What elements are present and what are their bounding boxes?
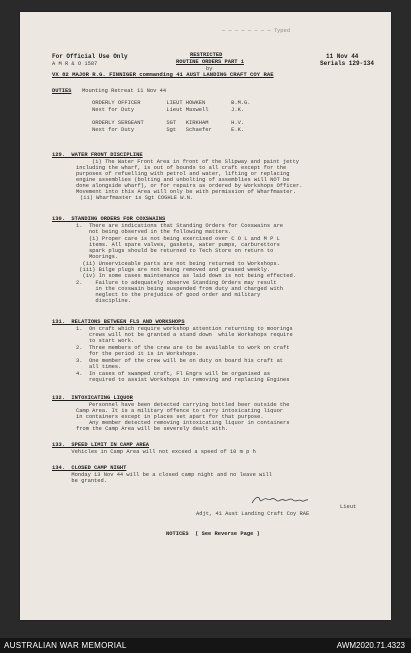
section-130-line: spark plugs should be returned to Tech Store on return to <box>76 248 274 254</box>
section-131-line: required to assist Workshops in removing and replacing Engines <box>76 377 290 383</box>
section-131-line: to start work. <box>76 338 135 344</box>
duty-row: Next for Duty Sgt Schaefer E.K. <box>92 127 245 133</box>
section-133-line: Vehicles in Camp Area will not exceed a speed of 10 m p h <box>52 449 256 455</box>
section-131-heading: 131. RELATIONS BETWEEN FLS AND WORKSHOPS <box>52 319 185 325</box>
section-129-heading: 129. WATER FRONT DISCIPLINE <box>52 152 143 158</box>
signatory-line: Adjt, 41 Aust Landing Craft Coy RAE <box>196 511 310 517</box>
section-132-heading: 132. INTOXICATING LIQUOR <box>52 395 133 401</box>
amr-reference: A M R & O 1587 <box>52 61 98 67</box>
section-131-line: crews will not be granted a stand down while Workshops require <box>76 332 293 338</box>
section-131-line: all times. <box>76 364 122 370</box>
duties-mounting: Mounting Retreat 11 Nov 44 <box>82 88 167 94</box>
section-132-line: in containers except in places set apart for that purpose. <box>76 414 264 420</box>
document-title: ROUTINE ORDERS PART 1 <box>176 59 244 65</box>
top-stamp: — — — — — — — — Typed <box>222 28 290 34</box>
section-134-line: be granted. <box>52 478 107 484</box>
section-130-line: items. All spare valves, gaskets, water pumps, carburettors <box>76 242 280 248</box>
section-131-line: 3. One member of the crew will be on duty on board his craft at <box>76 358 284 364</box>
section-130-line: in the coxswain being suspended from duty and charged with <box>76 286 284 292</box>
section-132-line: Personnel have been detected carrying bottled beer outside the <box>76 402 290 408</box>
duty-row: Next for Duty Lieut Maxwell J.K. <box>92 107 245 113</box>
document-page <box>20 12 391 620</box>
duty-row: ORDERLY OFFICER LIEUT HOWKEN B.M.G. <box>92 100 251 106</box>
section-130-line: not being observed in the following matters. <box>76 229 232 235</box>
section-132-line: Camp Area. It is a military offence to carry intoxicating liquor <box>76 408 284 414</box>
section-129-line: (ii) Wharfmaster is Sgt COGHLE W.N. <box>80 195 194 201</box>
document-date: 11 Nov 44 <box>326 53 359 60</box>
official-use-label: For Official Use Only <box>52 53 128 60</box>
section-131-line: 1. On craft which require workshop attention returning to moorings <box>76 326 293 332</box>
handwritten-signature <box>250 494 310 506</box>
section-130-line: 1. There are indications that Standing Orders for Coxswains are <box>76 223 284 229</box>
footer-accession-number: AWM2020.71.4323 <box>336 641 405 650</box>
duty-row: ORDERLY SERGEANT SGT KIRKHAM H.V. <box>92 120 245 126</box>
footer-bar <box>0 638 411 653</box>
signatory-rank: Lieut <box>340 504 357 510</box>
section-129-line: Movement into this Area will only be with permission of Wharfmaster. <box>76 189 296 195</box>
section-130-line: (i) Proper care is not being exercised over C O L and M P L <box>76 236 280 242</box>
footer-institution: AUSTRALIAN WAR MEMORIAL <box>4 641 127 650</box>
section-129-line: engine assemblies (bolting and unbolting of assemblies will NOT be <box>76 177 290 183</box>
section-130-heading: 130. STANDING ORDERS FOR COXSWAINS <box>52 216 166 222</box>
section-129-line: including the wharf, is out of bounds to all craft except for the <box>76 165 287 171</box>
section-134-heading: 134. CLOSED CAMP NIGHT <box>52 465 127 471</box>
section-131-line: 4. In cases of swamped craft, Fl Engrs will be organised as <box>76 371 271 377</box>
section-130-line: (iii) Bilge plugs are not being removed and greased weekly. <box>76 267 271 273</box>
by-label: by <box>206 66 213 72</box>
section-133-heading: 133. SPEED LIMIT IN CAMP AREA <box>52 442 150 448</box>
restricted-label: RESTRICTED <box>190 52 223 58</box>
section-132-line: Any member detected removing intoxicating liquor in containers <box>76 420 290 426</box>
section-134-line: Monday 13 Nov 44 will be a closed camp night and no leave will <box>52 472 272 478</box>
duties-heading: DUTIES <box>52 88 72 94</box>
section-131-line: 2. Three members of the crew are to be available to work on craft <box>76 345 290 351</box>
section-130-line: (iv) In some cases maintenance as laid down is not being effected. <box>76 273 296 279</box>
section-129-line: purposes of refuelling with petrol and water, lifting or replacing <box>76 171 290 177</box>
serials-label: Serials 129-134 <box>320 60 375 67</box>
section-131-line: for the period it is in Workshops. <box>76 351 199 357</box>
section-130-line: 2. Failure to adequately observe Standing Orders may result <box>76 280 277 286</box>
section-130-line: Moorings. <box>76 254 119 260</box>
section-129-line: (i) The Water Front Area in front of the Slipway and paint jetty <box>92 159 300 165</box>
section-129-line: done alongside wharf), or for repairs as ordered by Workshops Officer. <box>76 183 303 189</box>
section-130-line: (ii) Unserviceable parts are not being returned to Workshops. <box>76 261 280 267</box>
section-130-line: neglect to the prejudice of good order and military <box>76 292 261 298</box>
section-132-line: from the Camp Area will be severely dealt with. <box>76 426 229 432</box>
commander-line: VX 82 MAJOR R.G. FINNIGER commanding 41 AUST LANDING CRAFT COY RAE <box>52 71 274 78</box>
notices-label: NOTICES ( See Reverse Page ) <box>166 531 260 537</box>
section-130-line: discipline. <box>76 298 131 304</box>
